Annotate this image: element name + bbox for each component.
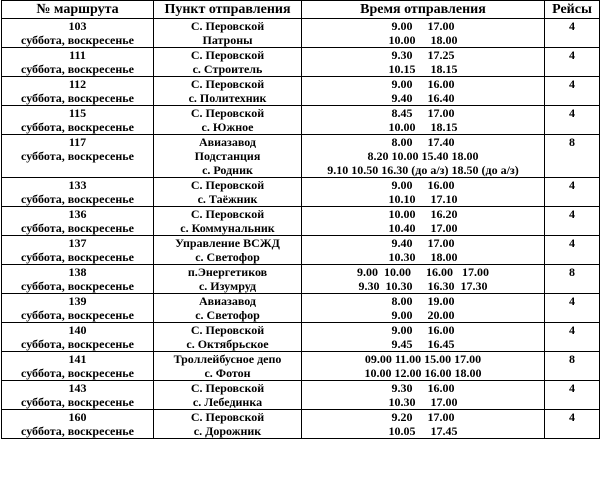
route-cell xyxy=(2,265,154,294)
departure-point-cell xyxy=(154,323,302,352)
table-row xyxy=(2,381,600,410)
table-row xyxy=(2,294,600,323)
departure-times: 9.00 16.00 xyxy=(391,323,455,337)
route-number: 137 xyxy=(68,236,87,250)
departure-times: 9.30 17.25 xyxy=(391,48,455,62)
trips-count: 4 xyxy=(545,381,600,410)
trips-count: 4 xyxy=(545,77,600,106)
departure-time-cell xyxy=(302,236,545,265)
departure-point-cell xyxy=(154,77,302,106)
departure-times: 8.20 10.00 15.40 18.00 xyxy=(367,149,479,163)
route-days: суббота, воскресенье xyxy=(21,308,134,322)
departure-point: С. Перовской xyxy=(190,381,265,395)
route-cell xyxy=(2,236,154,265)
departure-times: 9.00 16.00 xyxy=(391,178,455,192)
departure-point-cell xyxy=(154,294,302,323)
route-days: суббота, воскресенье xyxy=(21,192,134,206)
departure-times: 9.00 20.00 xyxy=(391,308,455,322)
route-days: суббота, воскресенье xyxy=(21,250,134,264)
departure-point: Троллейбусное депо xyxy=(173,352,282,366)
route-cell xyxy=(2,410,154,439)
trips-count: 4 xyxy=(545,178,600,207)
route-cell xyxy=(2,178,154,207)
route-number: 136 xyxy=(68,207,87,221)
departure-point: с. Светофор xyxy=(195,308,260,322)
table-row xyxy=(2,352,600,381)
route-cell xyxy=(2,135,154,178)
trips-count: 4 xyxy=(545,106,600,135)
departure-times: 9.10 10.50 16.30 (до а/з) 18.50 (до а/з) xyxy=(327,163,519,177)
table-row xyxy=(2,106,600,135)
departure-times: 10.00 18.00 xyxy=(388,33,458,47)
departure-point-cell xyxy=(154,410,302,439)
departure-point: С. Перовской xyxy=(190,410,265,424)
departure-times: 10.00 12.00 16.00 18.00 xyxy=(364,366,482,380)
departure-times: 10.00 18.15 xyxy=(388,120,458,134)
departure-point: С. Перовской xyxy=(190,48,265,62)
route-cell xyxy=(2,381,154,410)
departure-times: 9.40 17.00 xyxy=(391,236,455,250)
departure-times: 8.45 17.00 xyxy=(391,106,455,120)
route-days: суббота, воскресенье xyxy=(21,279,134,293)
departure-point: с. Светофор xyxy=(195,250,260,264)
departure-point: с. Лебединка xyxy=(192,395,263,409)
trips-count: 8 xyxy=(545,352,600,381)
route-number: 103 xyxy=(68,19,87,33)
route-number: 160 xyxy=(68,410,87,424)
departure-time-cell xyxy=(302,106,545,135)
departure-times: 09.00 11.00 15.00 17.00 xyxy=(364,352,482,366)
trips-count: 8 xyxy=(545,265,600,294)
route-days: суббота, воскресенье xyxy=(21,91,134,105)
departure-time-cell xyxy=(302,19,545,48)
route-number: 117 xyxy=(68,135,87,149)
departure-time-cell xyxy=(302,381,545,410)
route-number: 140 xyxy=(68,323,87,337)
departure-point-cell xyxy=(154,178,302,207)
departure-point: п.Энергетиков xyxy=(187,265,268,279)
departure-times: 10.30 17.00 xyxy=(388,395,458,409)
departure-times: 9.30 10.30 16.30 17.30 xyxy=(358,279,488,293)
trips-count: 4 xyxy=(545,48,600,77)
table-row xyxy=(2,77,600,106)
route-days: суббота, воскресенье xyxy=(21,395,134,409)
departure-time-cell xyxy=(302,352,545,381)
schedule-table xyxy=(1,0,600,439)
header-trips: Рейсы xyxy=(545,1,600,19)
departure-point: с. Политехник xyxy=(188,91,267,105)
departure-times: 9.00 17.00 xyxy=(391,19,455,33)
route-cell xyxy=(2,48,154,77)
departure-point: С. Перовской xyxy=(190,207,265,221)
departure-point: с. Дорожник xyxy=(193,424,262,438)
route-cell xyxy=(2,294,154,323)
departure-point-cell xyxy=(154,381,302,410)
route-number: 139 xyxy=(68,294,87,308)
table-row xyxy=(2,178,600,207)
departure-point-cell xyxy=(154,352,302,381)
departure-time-cell xyxy=(302,265,545,294)
route-days: суббота, воскресенье xyxy=(21,337,134,351)
departure-point: с. Таёжник xyxy=(197,192,258,206)
departure-point: С. Перовской xyxy=(190,77,265,91)
departure-point-cell xyxy=(154,207,302,236)
departure-point-cell xyxy=(154,265,302,294)
header-point: Пункт отправления xyxy=(154,1,302,19)
departure-point: С. Перовской xyxy=(190,178,265,192)
header-route: № маршрута xyxy=(2,1,154,19)
departure-time-cell xyxy=(302,323,545,352)
departure-times: 9.40 16.40 xyxy=(391,91,455,105)
route-days: суббота, воскресенье xyxy=(21,33,134,47)
route-cell xyxy=(2,323,154,352)
departure-point: С. Перовской xyxy=(190,106,265,120)
departure-point: Авиазавод xyxy=(198,135,256,149)
departure-time-cell xyxy=(302,294,545,323)
table-row xyxy=(2,207,600,236)
schedule-body xyxy=(2,19,600,439)
departure-times: 9.45 16.45 xyxy=(391,337,455,351)
route-number: 111 xyxy=(69,48,86,62)
route-number: 138 xyxy=(68,265,87,279)
departure-point-cell xyxy=(154,106,302,135)
departure-point-cell xyxy=(154,19,302,48)
departure-times: 9.00 16.00 xyxy=(391,77,455,91)
route-days: суббота, воскресенье xyxy=(21,424,134,438)
departure-point: с. Коммунальник xyxy=(180,221,275,235)
table-row xyxy=(2,135,600,178)
departure-time-cell xyxy=(302,48,545,77)
route-number: 143 xyxy=(68,381,87,395)
departure-times: 10.30 18.00 xyxy=(388,250,458,264)
departure-point: с. Строитель xyxy=(192,62,263,76)
departure-times: 10.15 18.15 xyxy=(388,62,458,76)
route-cell xyxy=(2,19,154,48)
departure-point: С. Перовской xyxy=(190,323,265,337)
trips-count: 8 xyxy=(545,135,600,178)
route-cell xyxy=(2,77,154,106)
departure-point-cell xyxy=(154,236,302,265)
departure-times: 10.40 17.00 xyxy=(388,221,458,235)
departure-time-cell xyxy=(302,135,545,178)
route-number: 112 xyxy=(68,77,87,91)
departure-times: 10.05 17.45 xyxy=(388,424,458,438)
table-row xyxy=(2,236,600,265)
route-number: 141 xyxy=(68,352,87,366)
table-row xyxy=(2,265,600,294)
departure-point: с. Октябрьское xyxy=(186,337,269,351)
departure-time-cell xyxy=(302,410,545,439)
trips-count: 4 xyxy=(545,323,600,352)
departure-times: 8.00 19.00 xyxy=(391,294,455,308)
route-days: суббота, воскресенье xyxy=(21,120,134,134)
departure-point: с. Фотон xyxy=(204,366,251,380)
trips-count: 4 xyxy=(545,236,600,265)
departure-point: с. Изумруд xyxy=(198,279,257,293)
departure-time-cell xyxy=(302,178,545,207)
header-time: Время отправления xyxy=(302,1,545,19)
trips-count: 4 xyxy=(545,19,600,48)
route-days: суббота, воскресенье xyxy=(21,221,134,235)
departure-point: с. Родник xyxy=(202,163,253,177)
trips-count: 4 xyxy=(545,207,600,236)
departure-times: 9.30 16.00 xyxy=(391,381,455,395)
departure-time-cell xyxy=(302,77,545,106)
route-days: суббота, воскресенье xyxy=(21,366,134,380)
table-row xyxy=(2,48,600,77)
departure-point: Подстанция xyxy=(194,149,261,163)
route-cell xyxy=(2,352,154,381)
route-days: суббота, воскресенье xyxy=(21,62,134,76)
route-cell xyxy=(2,207,154,236)
trips-count: 4 xyxy=(545,294,600,323)
table-row xyxy=(2,19,600,48)
header-row xyxy=(2,1,600,19)
departure-times: 9.20 17.00 xyxy=(391,410,455,424)
departure-point: С. Перовской xyxy=(190,19,265,33)
departure-times: 9.00 10.00 16.00 17.00 xyxy=(357,265,489,279)
departure-times: 10.00 16.20 xyxy=(388,207,458,221)
departure-time-cell xyxy=(302,207,545,236)
departure-point: Патроны xyxy=(202,33,253,47)
route-days: суббота, воскресенье xyxy=(21,149,134,163)
route-cell xyxy=(2,106,154,135)
route-number: 115 xyxy=(68,106,87,120)
departure-times: 10.10 17.10 xyxy=(388,192,458,206)
departure-times: 8.00 17.40 xyxy=(391,135,455,149)
table-row xyxy=(2,323,600,352)
route-number: 133 xyxy=(68,178,87,192)
table-row xyxy=(2,410,600,439)
departure-point: с. Южное xyxy=(201,120,254,134)
departure-point: Управление ВСЖД xyxy=(175,236,280,250)
departure-point-cell xyxy=(154,48,302,77)
departure-point-cell xyxy=(154,135,302,178)
departure-point: Авиазавод xyxy=(198,294,256,308)
trips-count: 4 xyxy=(545,410,600,439)
